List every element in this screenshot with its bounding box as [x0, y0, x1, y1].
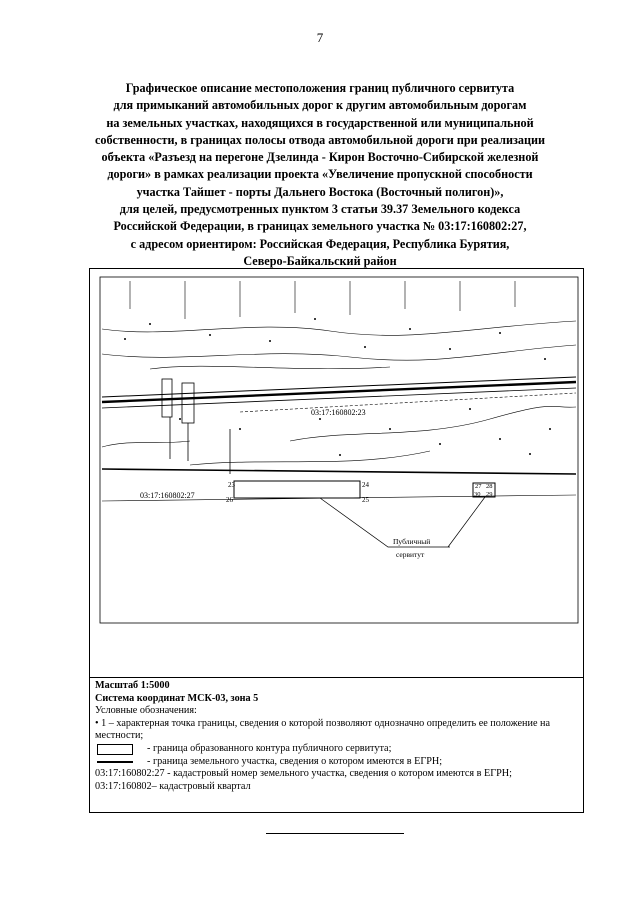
- document-title: [60, 80, 580, 270]
- point-label: 24: [362, 481, 369, 489]
- title-line: для примыканий автомобильных дорог к другим автомобильным дорогам: [113, 98, 527, 113]
- cadastral-map: [90, 269, 583, 678]
- legend-parcel-row: [95, 756, 580, 769]
- parcel-boundary: [102, 469, 576, 474]
- servitude-label: сервитут: [396, 550, 425, 559]
- page-number: 7: [316, 30, 324, 45]
- legend-heading: Условные обозначения:: [95, 705, 197, 717]
- title-line: Графическое описание местоположения границ публичного сервитута: [125, 81, 515, 95]
- title-line: дороги» в рамках реализации проекта «Увеличение пропускной способности: [107, 167, 533, 182]
- legend-servitude-desc: - граница образованного контура публичного сервитута;: [147, 742, 392, 754]
- title-line: Российской Федерации, в границах земельного участка № 03:17:160802:27,: [113, 219, 527, 234]
- point-label: 29: [486, 491, 493, 498]
- legend-parcel-desc: - граница земельного участка, сведения о котором имеются в ЕГРН;: [147, 755, 443, 767]
- railway-lines: [102, 377, 576, 412]
- parcel-boundary-symbol: [97, 761, 133, 763]
- point-label: 30: [474, 491, 481, 498]
- title-line: с адресом ориентиром: Российская Федерация, Республика Бурятия,: [130, 236, 510, 251]
- title-line: для целей, предусмотренных пунктом 3 статьи 39.37 Земельного кодекса: [119, 202, 521, 217]
- drawing-frame: [89, 268, 584, 813]
- servitude-label: Публичный: [393, 537, 431, 546]
- point-label: 26: [226, 496, 233, 504]
- point-label: 25: [362, 496, 369, 504]
- parcel-label-upper: 03:17:160802:23: [311, 408, 366, 417]
- point-label: 23: [228, 481, 235, 489]
- title-line: на земельных участках, находящихся в государственной или муниципальной: [106, 115, 534, 130]
- title-line: участка Тайшет - порты Дальнего Востока (Восточный полигон)»,: [136, 184, 504, 199]
- legend-point-desc: • 1 – характерная точка границы, сведения о которой позволяют однозначно определить ее положение на местности;: [95, 717, 550, 742]
- title-line: объекта «Разъезд на перегоне Дзелинда - Кирон Восточно-Сибирской железной: [101, 150, 539, 165]
- legend-cadastral-number: 03:17:160802:27 - кадастровый номер земельного участка, сведения о котором имеются в ЕГРН;: [95, 768, 512, 780]
- scale-label: Масштаб 1:5000: [95, 680, 170, 691]
- title-line: Северо-Байкальский район: [243, 253, 397, 268]
- map-drawing: [90, 269, 583, 677]
- parcel-label-lower: 03:17:160802:27: [140, 491, 195, 500]
- legend: [95, 680, 580, 793]
- grid-ticks: [130, 281, 515, 319]
- legend-cadastral-quarter: 03:17:160802– кадастровый квартал: [95, 780, 251, 792]
- servitude-leader: [320, 498, 450, 547]
- map-inner-border: [100, 277, 578, 623]
- point-label: 28: [486, 483, 493, 490]
- title-line: собственности, в границах полосы отвода автомобильной дороги при реализации: [94, 132, 546, 147]
- servitude-symbol: [97, 744, 133, 755]
- coordinate-system-label: Система координат МСК-03, зона 5: [95, 692, 259, 704]
- point-label: 27: [475, 483, 482, 490]
- servitude-leader-2: [448, 497, 485, 547]
- footer-rule: [266, 833, 404, 834]
- legend-servitude-row: [95, 743, 580, 756]
